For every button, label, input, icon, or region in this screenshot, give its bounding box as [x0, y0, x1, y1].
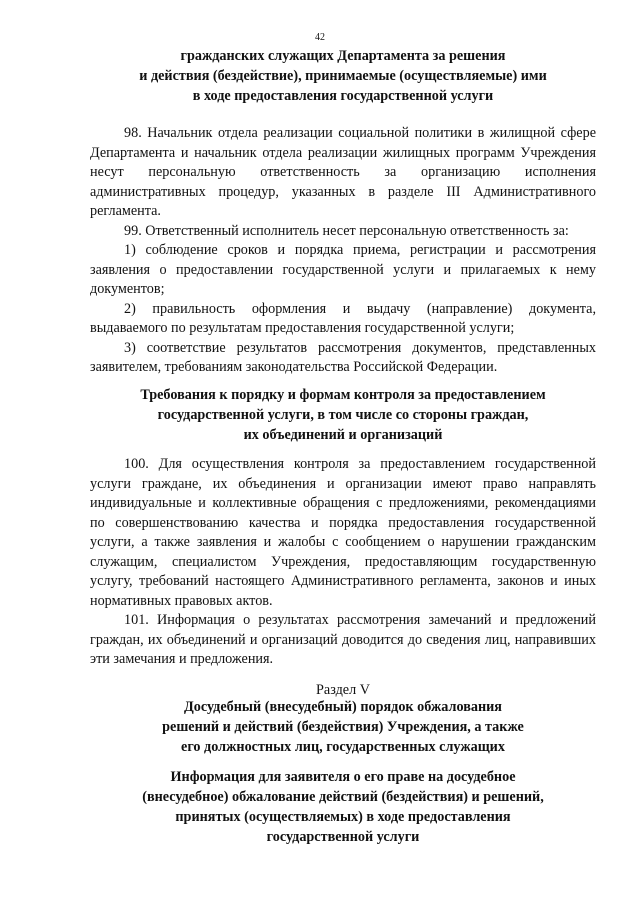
heading-line: государственной услуги [266, 829, 420, 845]
heading-line: Требования к порядку и формам контроля за предоставлением [140, 387, 546, 403]
heading-control-requirements [90, 385, 596, 445]
paragraph-99: 99. Ответственный исполнитель несет персональную ответственность за: [124, 222, 569, 239]
heading-line: решений и действий (бездействия) Учреждения, а также [162, 719, 524, 735]
heading-line: Досудебный (внесудебный) порядок обжалования [184, 699, 502, 715]
heading-appeal-continuation [90, 46, 596, 106]
heading-line: гражданских служащих Департамента за решения [180, 48, 506, 64]
heading-line: и действия (бездействие), принимаемые (осуществляемые) ими [139, 68, 547, 84]
heading-pretrial-appeal [90, 697, 596, 757]
list-item-3: 3) соответствие результатов рассмотрения документов, представленных заявителем, требованиям законодательства Российской Федерации. [90, 339, 596, 375]
page-number: 42 [315, 32, 325, 43]
heading-line: Информация для заявителя о его праве на досудебное [170, 769, 516, 785]
heading-line: (внесудебное) обжалование действий (бездействия) и решений, [142, 789, 544, 805]
section-label: Раздел V [316, 682, 370, 698]
paragraph-98: 98. Начальник отдела реализации социальной политики в жилищной сфере Департамента и начальник отдела реализации жилищных программ Учреждения несут персональную ответственность за организацию исполнения административных процедур, указанных в разделе III Административного регламента. [90, 125, 596, 219]
paragraph-100: 100. Для осуществления контроля за предоставлением государственной услуги граждане, их объединения и организации имеют право направлять индивидуальные и коллективные обращения с предложениями, рекомендациями по совершенствованию качества и порядка предоставления государственной услуги, а также заявления и жалобы с сообщением о нарушении гражданским служащим, специалистом Учреждения, предоставляющим государственную услугу, требований настоящего Административного регламента, законов и иных нормативных правовых актов. [90, 456, 596, 609]
list-item-1: 1) соблюдение сроков и порядка приема, регистрации и рассмотрения заявления о предоставлении государственной услуги и прилагаемых к нему документов; [90, 242, 596, 297]
heading-applicant-info [90, 767, 596, 847]
heading-line: в ходе предоставления государственной услуги [192, 88, 494, 104]
paragraph-101: 101. Информация о результатах рассмотрения замечаний и предложений граждан, их объединений и организаций доводится до сведения лиц, направивших эти замечания и предложения. [90, 612, 596, 667]
heading-line: государственной услуги, в том числе со стороны граждан, [157, 407, 529, 423]
heading-line: его должностных лиц, государственных служащих [181, 739, 505, 755]
heading-line: их объединений и организаций [243, 427, 443, 443]
responsibility-section [90, 124, 596, 378]
list-item-2: 2) правильность оформления и выдачу (направление) документа, выдаваемого по результатам предоставления государственной услуги; [90, 300, 596, 336]
control-section [90, 455, 596, 670]
heading-line: принятых (осуществляемых) в ходе предоставления [175, 809, 511, 825]
